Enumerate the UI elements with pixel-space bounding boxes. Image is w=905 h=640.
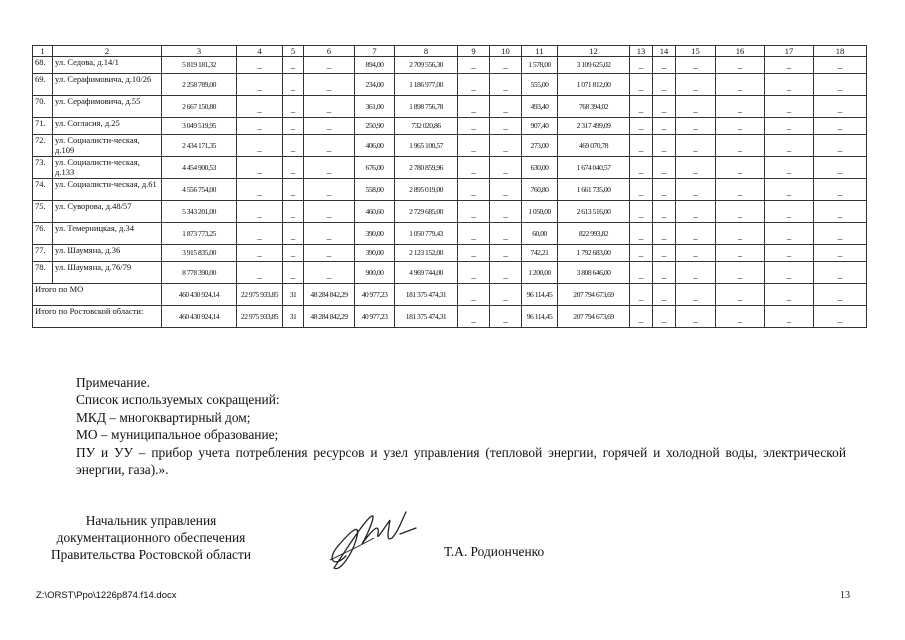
value-cell: 2 667 150,80 (162, 96, 237, 118)
address-cell: ул. Социалисти-ческая, д.109 (53, 135, 162, 157)
value-cell: – (653, 201, 676, 223)
value-cell: 1 071 812,00 (558, 74, 630, 96)
column-number: 8 (395, 46, 458, 57)
value-cell: – (458, 223, 490, 245)
total-value-cell: 207 794 673,69 (558, 284, 630, 306)
value-cell: 1 898 756,78 (395, 96, 458, 118)
value-cell: – (630, 118, 653, 135)
value-cell: – (630, 74, 653, 96)
value-cell: 4 556 754,00 (162, 179, 237, 201)
row-number: 72. (33, 135, 53, 157)
value-cell: – (765, 262, 814, 284)
value-cell: – (630, 201, 653, 223)
totals-row (33, 284, 867, 306)
value-cell: – (765, 179, 814, 201)
value-cell: 630,00 (522, 157, 558, 179)
value-cell: 469 070,78 (558, 135, 630, 157)
value-cell: – (716, 223, 765, 245)
value-cell: – (716, 262, 765, 284)
value-cell: – (458, 179, 490, 201)
value-cell: – (458, 201, 490, 223)
value-cell: – (283, 245, 304, 262)
value-cell: – (653, 262, 676, 284)
total-value-cell: 96 114,45 (522, 306, 558, 328)
value-cell: – (458, 157, 490, 179)
value-cell: – (458, 96, 490, 118)
value-cell: – (765, 118, 814, 135)
column-number: 17 (765, 46, 814, 57)
total-value-cell: – (765, 284, 814, 306)
table-row (33, 262, 867, 284)
value-cell: – (716, 201, 765, 223)
table-row (33, 57, 867, 74)
table-row (33, 118, 867, 135)
value-cell: 1 661 735,00 (558, 179, 630, 201)
total-value-cell: 22 975 933,85 (237, 306, 283, 328)
row-number: 77. (33, 245, 53, 262)
value-cell: 2 729 685,00 (395, 201, 458, 223)
row-number: 69. (33, 74, 53, 96)
value-cell: 768 394,02 (558, 96, 630, 118)
table-row (33, 179, 867, 201)
value-cell: 3 049 519,95 (162, 118, 237, 135)
value-cell: – (630, 223, 653, 245)
value-cell: 3 808 646,00 (558, 262, 630, 284)
value-cell: – (814, 135, 867, 157)
value-cell: 732 020,86 (395, 118, 458, 135)
total-value-cell: 96 114,45 (522, 284, 558, 306)
value-cell: – (304, 245, 355, 262)
value-cell: – (304, 74, 355, 96)
value-cell: – (490, 74, 522, 96)
total-value-cell: – (653, 306, 676, 328)
value-cell: 742,21 (522, 245, 558, 262)
value-cell: – (653, 96, 676, 118)
value-cell: – (237, 201, 283, 223)
row-number: 68. (33, 57, 53, 74)
total-value-cell: – (630, 284, 653, 306)
value-cell: – (630, 57, 653, 74)
table-row (33, 96, 867, 118)
total-value-cell: – (458, 306, 490, 328)
value-cell: – (653, 74, 676, 96)
total-value-cell: 460 430 924,14 (162, 306, 237, 328)
value-cell: – (716, 96, 765, 118)
column-number: 5 (283, 46, 304, 57)
value-cell: 1 965 100,57 (395, 135, 458, 157)
address-cell: ул. Шаумяна, д.76/79 (53, 262, 162, 284)
value-cell: – (283, 118, 304, 135)
total-value-cell: 22 975 933,85 (237, 284, 283, 306)
value-cell: 8 778 390,00 (162, 262, 237, 284)
value-cell: 2 317 499,09 (558, 118, 630, 135)
total-value-cell: – (458, 284, 490, 306)
column-number: 14 (653, 46, 676, 57)
value-cell: – (716, 118, 765, 135)
value-cell: – (630, 245, 653, 262)
value-cell: 250,90 (355, 118, 395, 135)
value-cell: – (676, 262, 716, 284)
value-cell: – (490, 262, 522, 284)
value-cell: 1 200,00 (522, 262, 558, 284)
row-number: 78. (33, 262, 53, 284)
value-cell: – (676, 201, 716, 223)
value-cell: – (630, 157, 653, 179)
total-value-cell: 31 (283, 284, 304, 306)
value-cell: – (490, 201, 522, 223)
column-number: 12 (558, 46, 630, 57)
value-cell: – (716, 57, 765, 74)
total-value-cell: 181 375 474,31 (395, 306, 458, 328)
value-cell: – (490, 96, 522, 118)
value-cell: – (676, 135, 716, 157)
value-cell: 390,00 (355, 245, 395, 262)
value-cell: – (676, 179, 716, 201)
value-cell: 234,00 (355, 74, 395, 96)
table-row (33, 157, 867, 179)
value-cell: – (716, 157, 765, 179)
abbreviation-mo: МО – муниципальное образование; (76, 427, 279, 443)
address-cell: ул. Социалисти-ческая, д.133 (53, 157, 162, 179)
value-cell: 2 780 859,96 (395, 157, 458, 179)
value-cell: – (237, 245, 283, 262)
value-cell: 555,00 (522, 74, 558, 96)
value-cell: 760,80 (522, 179, 558, 201)
total-value-cell: – (653, 284, 676, 306)
address-cell: ул. Седова, д.14/1 (53, 57, 162, 74)
value-cell: 406,00 (355, 135, 395, 157)
value-cell: – (283, 262, 304, 284)
value-cell: – (716, 135, 765, 157)
value-cell: 2 709 556,30 (395, 57, 458, 74)
totals-row (33, 306, 867, 328)
notes-heading: Примечание. (76, 375, 150, 390)
value-cell: – (490, 118, 522, 135)
value-cell: – (630, 179, 653, 201)
address-cell: ул. Серафимовича, д.10/26 (53, 74, 162, 96)
value-cell: 1 873 773,25 (162, 223, 237, 245)
value-cell: – (814, 223, 867, 245)
column-number: 11 (522, 46, 558, 57)
row-number: 75. (33, 201, 53, 223)
abbreviations-title: Список используемых сокращений: (76, 392, 280, 408)
value-cell: – (814, 157, 867, 179)
value-cell: – (304, 262, 355, 284)
total-value-cell: – (765, 306, 814, 328)
value-cell: – (237, 57, 283, 74)
row-number: 73. (33, 157, 53, 179)
value-cell: – (676, 118, 716, 135)
address-cell: ул. Согласия, д.25 (53, 118, 162, 135)
position-line-3: Правительства Ростовской области (50, 547, 252, 562)
value-cell: – (458, 57, 490, 74)
column-number: 10 (490, 46, 522, 57)
position-line-2: документационного обеспечения (56, 530, 246, 545)
value-cell: 822 993,82 (558, 223, 630, 245)
total-value-cell: – (814, 306, 867, 328)
total-value-cell: 460 430 924,14 (162, 284, 237, 306)
value-cell: – (765, 57, 814, 74)
value-cell: 1 186 977,00 (395, 74, 458, 96)
value-cell: – (490, 179, 522, 201)
value-cell: 1 050,00 (522, 201, 558, 223)
value-cell: 2 895 019,00 (395, 179, 458, 201)
column-number: 6 (304, 46, 355, 57)
value-cell: – (814, 262, 867, 284)
value-cell: – (716, 245, 765, 262)
value-cell: – (765, 245, 814, 262)
value-cell: – (716, 179, 765, 201)
value-cell: – (814, 74, 867, 96)
value-cell: – (765, 96, 814, 118)
file-path: Z:\ORST\Ppo\1226p874.f14.docx (36, 590, 177, 601)
total-value-cell: 48 284 842,29 (304, 284, 355, 306)
data-table (32, 45, 867, 328)
value-cell: – (676, 223, 716, 245)
value-cell: – (814, 57, 867, 74)
total-value-cell: – (814, 284, 867, 306)
value-cell: – (653, 223, 676, 245)
value-cell: – (237, 135, 283, 157)
value-cell: – (653, 179, 676, 201)
value-cell: – (765, 74, 814, 96)
value-cell: – (237, 157, 283, 179)
row-number: 71. (33, 118, 53, 135)
value-cell: – (490, 157, 522, 179)
total-value-cell: – (716, 284, 765, 306)
value-cell: – (304, 57, 355, 74)
value-cell: 900,00 (355, 262, 395, 284)
total-value-cell: – (490, 306, 522, 328)
value-cell: – (653, 135, 676, 157)
column-number: 2 (53, 46, 162, 57)
value-cell: – (283, 157, 304, 179)
value-cell: 4 969 744,00 (395, 262, 458, 284)
total-value-cell: – (630, 306, 653, 328)
value-cell: 676,00 (355, 157, 395, 179)
position-line-1: Начальник управления (85, 513, 217, 528)
value-cell: – (814, 96, 867, 118)
total-value-cell: 40 977,23 (355, 306, 395, 328)
row-number: 76. (33, 223, 53, 245)
value-cell: – (814, 245, 867, 262)
value-cell: 558,00 (355, 179, 395, 201)
column-number: 18 (814, 46, 867, 57)
value-cell: – (458, 118, 490, 135)
value-cell: – (765, 201, 814, 223)
value-cell: – (676, 96, 716, 118)
value-cell: – (237, 96, 283, 118)
address-cell: ул. Шаумяна, д.36 (53, 245, 162, 262)
value-cell: – (283, 179, 304, 201)
table-row (33, 201, 867, 223)
value-cell: 3 915 835,00 (162, 245, 237, 262)
value-cell: – (676, 57, 716, 74)
notes-section (76, 374, 846, 478)
value-cell: 5 343 201,00 (162, 201, 237, 223)
value-cell: – (458, 135, 490, 157)
value-cell: 1 792 683,00 (558, 245, 630, 262)
total-value-cell: – (676, 284, 716, 306)
abbreviation-pu-uu: ПУ и УУ – прибор учета потребления ресурсов и узел управления (тепловой энергии, горячей и холодной воды, электрической энергии, газа).». (76, 444, 846, 478)
value-cell: 390,00 (355, 223, 395, 245)
value-cell: 907,40 (522, 118, 558, 135)
value-cell: – (304, 118, 355, 135)
value-cell: – (237, 118, 283, 135)
column-number: 13 (630, 46, 653, 57)
value-cell: – (716, 74, 765, 96)
total-value-cell: – (716, 306, 765, 328)
value-cell: 894,00 (355, 57, 395, 74)
value-cell: 1 578,00 (522, 57, 558, 74)
value-cell: – (630, 262, 653, 284)
value-cell: – (490, 57, 522, 74)
column-number: 3 (162, 46, 237, 57)
address-cell: ул. Серафимовича, д.55 (53, 96, 162, 118)
value-cell: 273,00 (522, 135, 558, 157)
value-cell: 5 819 181,32 (162, 57, 237, 74)
signatory-position (36, 512, 266, 563)
total-value-cell: 207 794 673,69 (558, 306, 630, 328)
value-cell: – (283, 223, 304, 245)
total-value-cell: 31 (283, 306, 304, 328)
value-cell: – (653, 245, 676, 262)
value-cell: – (676, 157, 716, 179)
column-number: 9 (458, 46, 490, 57)
total-value-cell: – (676, 306, 716, 328)
totals-label: Итого по МО (33, 284, 162, 306)
value-cell: – (283, 135, 304, 157)
value-cell: – (304, 201, 355, 223)
total-value-cell: 48 284 842,29 (304, 306, 355, 328)
value-cell: 4 454 900,53 (162, 157, 237, 179)
value-cell: – (814, 179, 867, 201)
value-cell: – (630, 96, 653, 118)
value-cell: 3 109 625,02 (558, 57, 630, 74)
value-cell: – (304, 179, 355, 201)
column-number: 7 (355, 46, 395, 57)
totals-label: Итого по Ростовской области: (33, 306, 162, 328)
signatory-name: Т.А. Родионченко (444, 544, 545, 559)
value-cell: – (490, 223, 522, 245)
value-cell: – (283, 57, 304, 74)
value-cell: – (676, 245, 716, 262)
row-number: 74. (33, 179, 53, 201)
value-cell: – (237, 179, 283, 201)
value-cell: – (458, 245, 490, 262)
total-value-cell: – (490, 284, 522, 306)
column-number: 1 (33, 46, 53, 57)
column-number: 16 (716, 46, 765, 57)
value-cell: – (490, 135, 522, 157)
value-cell: – (814, 118, 867, 135)
value-cell: – (304, 223, 355, 245)
value-cell: – (653, 118, 676, 135)
value-cell: – (490, 245, 522, 262)
value-cell: – (304, 96, 355, 118)
value-cell: – (283, 201, 304, 223)
value-cell: – (237, 223, 283, 245)
value-cell: 493,40 (522, 96, 558, 118)
value-cell: – (814, 201, 867, 223)
address-cell: ул. Суворова, д.48/57 (53, 201, 162, 223)
value-cell: – (630, 135, 653, 157)
table-row (33, 74, 867, 96)
column-number: 15 (676, 46, 716, 57)
address-cell: ул. Темерницкая, д.34 (53, 223, 162, 245)
column-number-row (33, 46, 867, 57)
table-row (33, 245, 867, 262)
total-value-cell: 40 977,23 (355, 284, 395, 306)
address-cell: ул. Социалисти-ческая, д.61 (53, 179, 162, 201)
total-value-cell: 181 375 474,31 (395, 284, 458, 306)
value-cell: – (653, 157, 676, 179)
value-cell: 1 050 779,43 (395, 223, 458, 245)
handwritten-signature (316, 498, 426, 578)
value-cell: – (237, 74, 283, 96)
value-cell: – (458, 262, 490, 284)
value-cell: – (304, 157, 355, 179)
value-cell: 361,00 (355, 96, 395, 118)
value-cell: 2 613 516,00 (558, 201, 630, 223)
value-cell: 60,00 (522, 223, 558, 245)
value-cell: – (458, 74, 490, 96)
value-cell: – (237, 262, 283, 284)
value-cell: 1 674 040,57 (558, 157, 630, 179)
value-cell: 2 123 152,00 (395, 245, 458, 262)
page-number: 13 (840, 590, 850, 601)
abbreviation-mkd: МКД – многоквартирный дом; (76, 409, 251, 425)
value-cell: – (283, 96, 304, 118)
row-number: 70. (33, 96, 53, 118)
value-cell: – (304, 135, 355, 157)
value-cell: 2 258 789,00 (162, 74, 237, 96)
value-cell: – (653, 57, 676, 74)
value-cell: 460,60 (355, 201, 395, 223)
column-number: 4 (237, 46, 283, 57)
value-cell: – (283, 74, 304, 96)
value-cell: – (676, 74, 716, 96)
value-cell: – (765, 223, 814, 245)
table-row (33, 223, 867, 245)
value-cell: – (765, 157, 814, 179)
value-cell: – (765, 135, 814, 157)
value-cell: 2 434 171,35 (162, 135, 237, 157)
table-row (33, 135, 867, 157)
